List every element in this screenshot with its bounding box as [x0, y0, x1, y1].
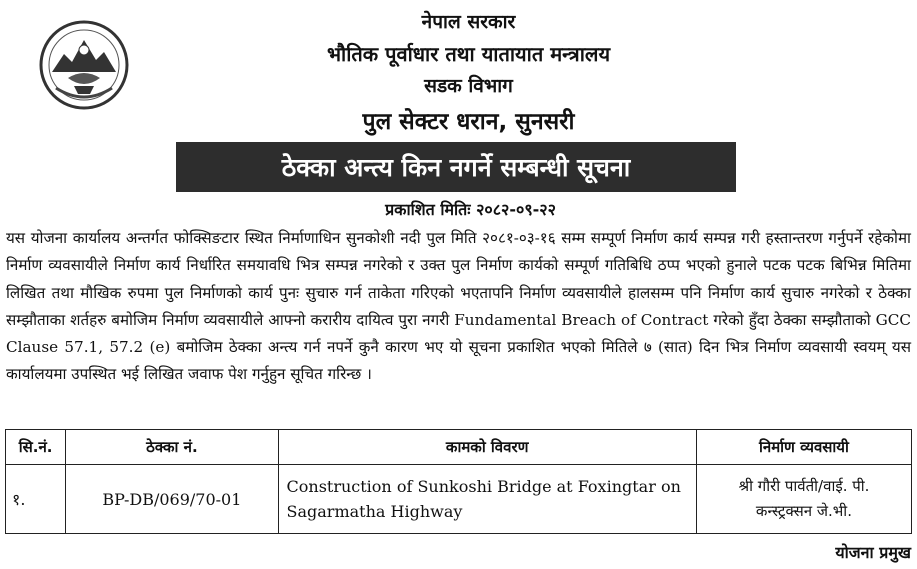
- table-header-row: [6, 430, 912, 465]
- contractor-line-1: श्री गौरी पार्वती/वाई. पी.: [738, 477, 870, 495]
- cell-description: Construction of Sunkoshi Bridge at Foxingtar on Sagarmatha Highway: [278, 465, 696, 534]
- published-date: प्रकाशित मितिः २०८२-०९-२२: [385, 200, 556, 219]
- cell-contractor: [696, 465, 911, 534]
- government-name: नेपाल सरकार: [421, 11, 516, 33]
- header-contract-no: ठेक्का नं.: [66, 430, 278, 465]
- notice-paragraph: यस योजना कार्यालय अन्तर्गत फोक्सिङटार स्थित निर्माणाधिन सुनकोशी नदी पुल मिति २०८१-०३-१६ सम्म सम्पूर्ण निर्माण कार्य सम्पन्न गरी हस्तान्तरण गर्नुपर्ने रहेकोमा निर्माण व्यवसायीले निर्माण कार्य निर्धारित समयावधि भित्र सम्पन्न नगरेको र उक्त पुल निर्माण कार्यको सम्पूर्ण गतिबिधि ठप्प भएको हुनाले पटक पटक बिभिन्न मितिमा लिखित तथा मौखिक रुपमा पुल निर्माणको कार्य पुनः सुचारु गर्न ताकेता गरिएको भएतापनि निर्माण व्यवसायीले हालसम्म पनि निर्माण कार्य सुचारु नगरेको र ठेक्का सम्झौताका शर्तहरु बमोजिम निर्माण व्यवसायीले आफ्नो करारीय दायित्व पुरा नगरी Fundamental Breach of Contract गरेको हुँदा ठेक्का सम्झौताको GCC Clause 57.1, 57.2 (e) बमोजिम ठेक्का अन्त्य गर्न नपर्ने कुनै कारण भए यो सूचना प्रकाशित भएको मितिले ७ (सात) दिन भित्र निर्माण व्यवसायी स्वयम् यस कार्यालयमा उपस्थित भई लिखित जवाफ पेश गर्नुहुन सूचित गरिन्छ ।: [6, 229, 911, 384]
- notice-title: ठेक्का अन्त्य किन नगर्ने सम्बन्धी सूचना: [176, 142, 736, 192]
- header-contractor: निर्माण व्यवसायी: [696, 430, 911, 465]
- table-row: [6, 465, 912, 534]
- cell-serial: १.: [6, 465, 66, 534]
- cell-contract-no: BP-DB/069/70-01: [66, 465, 278, 534]
- department-name: सडक विभाग: [424, 75, 513, 97]
- contract-table: [5, 429, 912, 534]
- header-description: कामको विवरण: [278, 430, 696, 465]
- ministry-name: भौतिक पूर्वाधार तथा यातायात मन्त्रालय: [326, 42, 611, 66]
- header-serial: सि.नं.: [6, 430, 66, 465]
- office-name: पुल सेक्टर धरान, सुनसरी: [362, 109, 575, 135]
- signoff: योजना प्रमुख: [835, 543, 911, 562]
- contractor-line-2: कन्स्ट्रक्सन जे.भी.: [755, 502, 852, 520]
